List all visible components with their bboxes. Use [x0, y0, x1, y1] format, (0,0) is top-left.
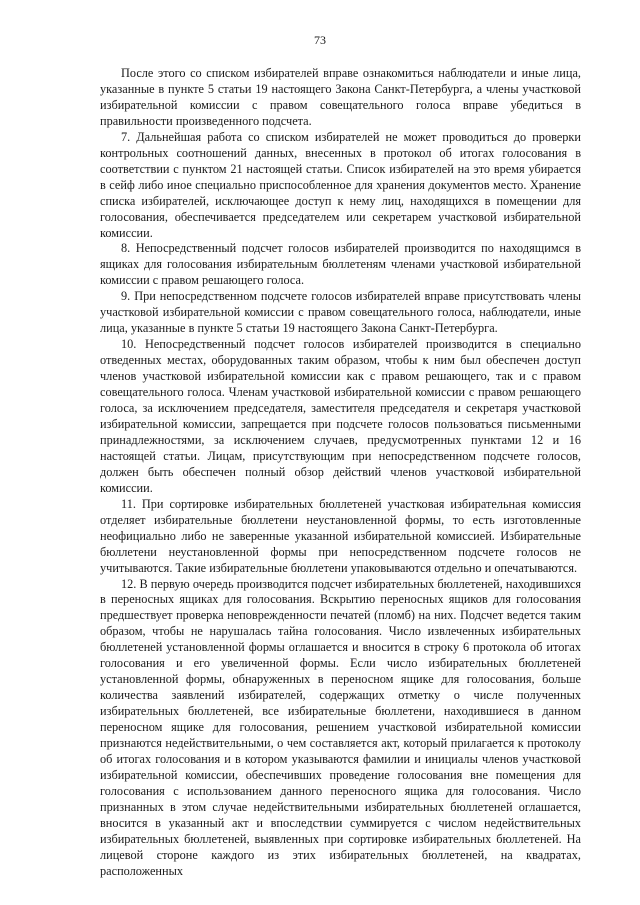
- paragraph-item-7: 7. Дальнейшая работа со списком избирателей не может проводиться до проверки контрольных соотношений данных, внесенных в протокол об итогах голосования в соответствии с пунктом 21 настоящей статьи. Список избирателей на это время убирается в сейф либо иное специально приспособленное для хранения документов место. Хранение списка избирателей, исключающее доступ к нему лиц, находящихся в помещении для голосования, обеспечивается председателем или секретарем участковой избирательной комиссии.: [100, 129, 581, 240]
- paragraph-item-12: 12. В первую очередь производится подсчет избирательных бюллетеней, находившихся в переносных ящиках для голосования. Вскрытию переносных ящиков для голосования предшествует проверка неповрежденности печатей (пломб) на них. Подсчет ведется таким образом, чтобы не нарушалась тайна голосования. Число извлеченных избирательных бюллетеней установленной формы оглашается и вносится в строку 6 протокола об итогах голосования и его увеличенной формы. Если число избирательных бюллетеней установленной формы, обнаруженных в переносном ящике для голосования, больше количества заявлений избирателей, содержащих отметку о числе полученных избирательных бюллетеней, все избирательные бюллетени, находившиеся в данном переносном ящике для голосования, решением участковой избирательной комиссии признаются недействительными, о чем составляется акт, который прилагается к протоколу об итогах голосования и в котором указываются фамилии и инициалы членов участковой избирательной комиссии, обеспечивших проведение голосования вне помещения для голосования с использованием данного переносного ящика для голосования. Число признанных в этом случае недействительными избирательных бюллетеней оглашается, вносится в указанный акт и впоследствии суммируется с числом недействительных избирательных бюллетеней, выявленных при сортировке избирательных бюллетеней. На лицевой стороне каждого из этих избирательных бюллетеней, на квадратах, расположенных: [100, 576, 581, 878]
- paragraph-item-9: 9. При непосредственном подсчете голосов избирателей вправе присутствовать члены участковой избирательной комиссии с правом совещательного голоса, наблюдатели, иные лица, указанные в пункте 5 статьи 19 настоящего Закона Санкт-Петербурга.: [100, 289, 581, 336]
- paragraph-intro: После этого со списком избирателей вправе ознакомиться наблюдатели и иные лица, указанные в пункте 5 статьи 19 настоящего Закона Санкт-Петербурга, а члены участковой избирательной комиссии с правом совещательного голоса вправе убедиться в правильности произведенного подсчета.: [100, 66, 581, 128]
- document-body: [100, 66, 581, 880]
- paragraph-item-8: 8. Непосредственный подсчет голосов избирателей производится по находящимся в ящиках для голосования избирательным бюллетеням членами участковой избирательной комиссии с правом решающего голоса.: [100, 241, 581, 288]
- paragraph-item-11: 11. При сортировке избирательных бюллетеней участковая избирательная комиссия отделяет избирательные бюллетени неустановленной формы, то есть изготовленные неофициально либо не заверенные указанной избирательной комиссией. Избирательные бюллетени неустановленной формы при непосредственном подсчете голосов не учитываются. Такие избирательные бюллетени упаковываются отдельно и опечатываются.: [100, 496, 581, 575]
- page-number: 73: [314, 33, 326, 47]
- paragraph-item-10: 10. Непосредственный подсчет голосов избирателей производится в специально отведенных местах, оборудованных таким образом, чтобы к ним был обеспечен доступ членов участковой избирательной комиссии как с правом решающего, так и с правом совещательного голоса. Членам участковой избирательной комиссии с правом решающего голоса, за исключением председателя, заместителя председателя и секретаря участковой избирательной комиссии, запрещается при подсчете голосов пользоваться письменными принадлежностями, за исключением случаев, предусмотренных пунктами 12 и 16 настоящей статьи. Лицам, присутствующим при непосредственном подсчете голосов, должен быть обеспечен полный обзор действий членов участковой избирательной комиссии.: [100, 337, 581, 495]
